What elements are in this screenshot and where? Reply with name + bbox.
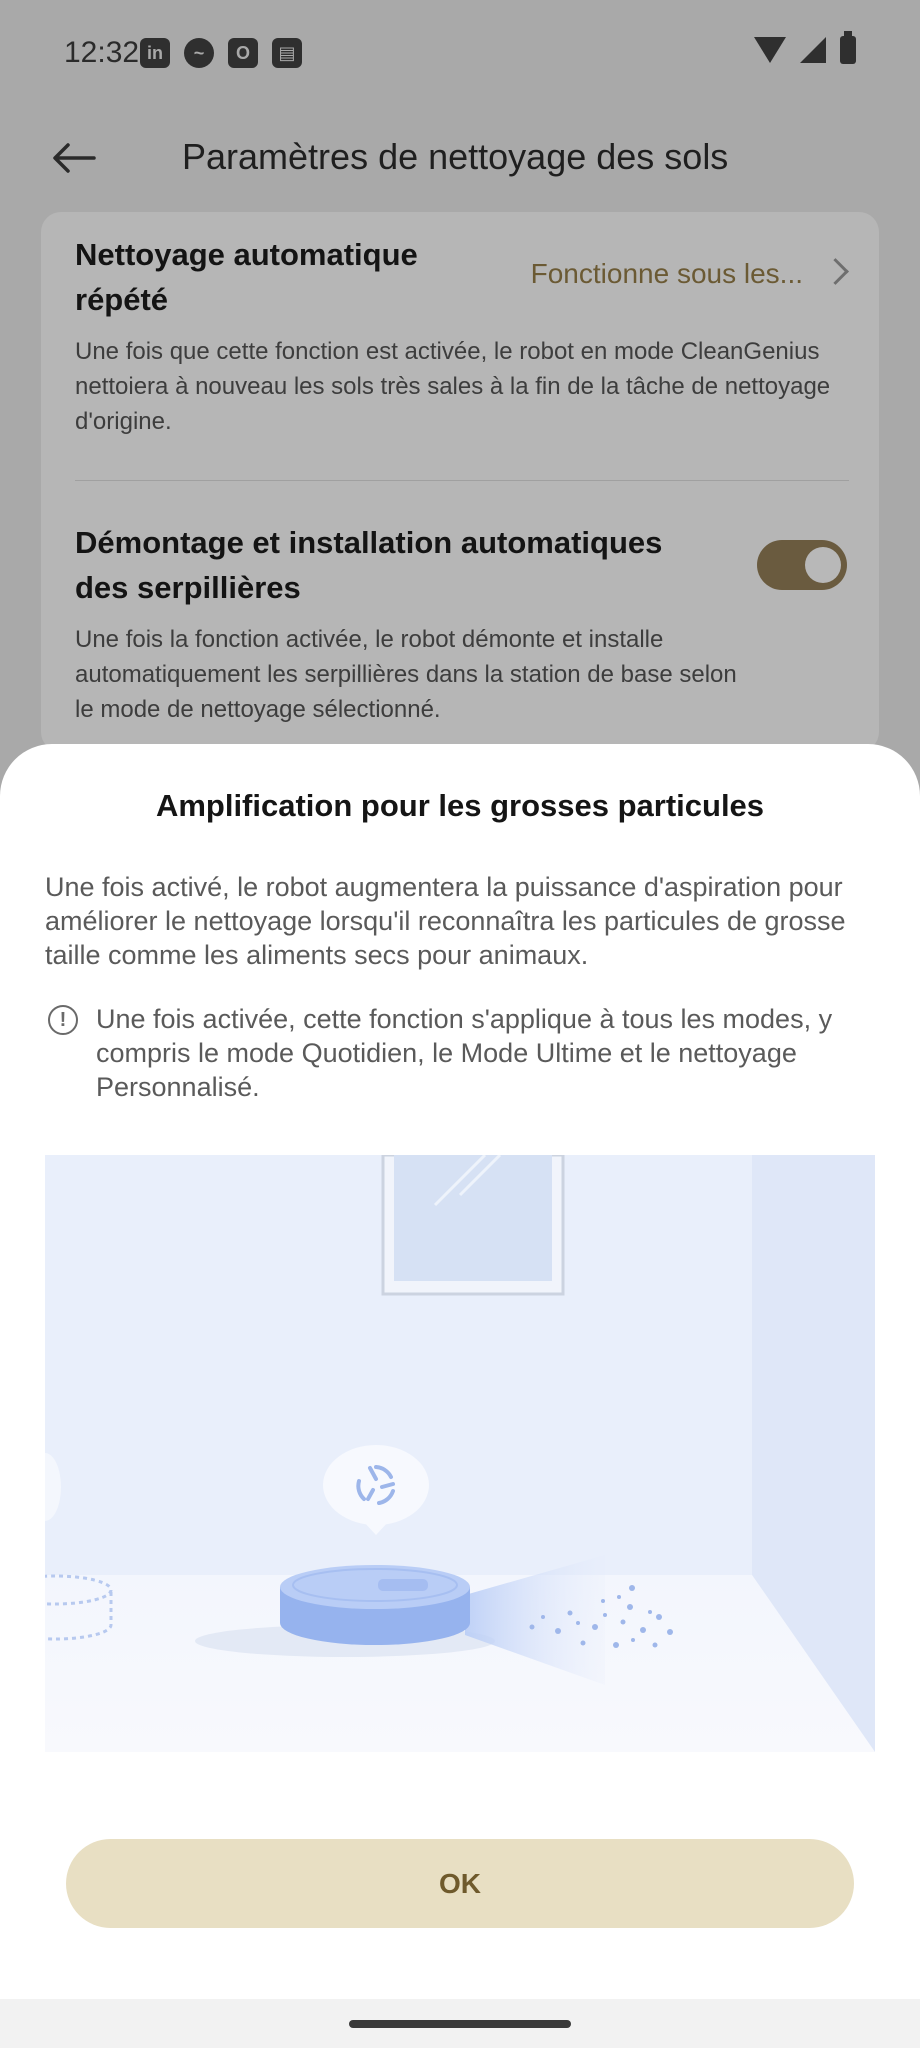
- mop-removal-toggle[interactable]: [757, 540, 847, 590]
- setting-title: Nettoyage automatique répété: [75, 237, 418, 317]
- divider: [75, 480, 849, 481]
- setting-title: Démontage et installation automatiques des serpillières: [75, 525, 663, 605]
- back-arrow-icon[interactable]: [52, 142, 96, 174]
- navigation-bar: [0, 1999, 920, 2048]
- ok-button[interactable]: OK: [66, 1839, 854, 1928]
- chevron-right-icon: [822, 258, 849, 285]
- linkedin-icon: in: [140, 38, 170, 68]
- home-indicator[interactable]: [349, 2020, 571, 2028]
- robot-vacuum-illustration: [45, 1155, 875, 1752]
- setting-description: Une fois la fonction activée, le robot démonte et installe automatiquement les serpillières dans la station de base selon le mode de nettoyage sélectionné.: [75, 626, 737, 723]
- status-bar: [0, 0, 920, 106]
- notification-icons: [140, 38, 302, 68]
- info-bottom-sheet: [0, 744, 920, 1999]
- page-title: Paramètres de nettoyage des sols: [182, 136, 729, 177]
- messenger-icon: ~: [184, 38, 214, 68]
- sheet-title: Amplification pour les grosses particules: [155, 788, 765, 823]
- system-icons: [754, 36, 856, 64]
- status-time: 12:32: [64, 36, 140, 69]
- settings-card: [41, 212, 879, 752]
- wifi-icon: [754, 37, 786, 63]
- info-exclamation-icon: !: [48, 1005, 78, 1035]
- sheet-note: Une fois activée, cette fonction s'applique à tous les modes, y compris le mode Quotidien, le Mode Ultime et le nettoyage Personnalisé.: [96, 1004, 833, 1102]
- setting-description: Une fois que cette fonction est activée, le robot en mode CleanGenius nettoiera à nouveau les sols très sales à la fin de la tâche de nettoyage d'origine.: [75, 338, 831, 435]
- signal-icon: [800, 37, 826, 63]
- sheet-description: Une fois activé, le robot augmentera la puissance d'aspiration pour améliorer le nettoyage lorsqu'il reconnaîtra les particules de grosse taille comme les aliments secs pour animaux.: [45, 872, 846, 970]
- outlook-icon: O: [228, 38, 258, 68]
- calendar-icon: ▤: [272, 38, 302, 68]
- battery-icon: [840, 36, 856, 64]
- setting-value: Fonctionne sous les...: [530, 258, 803, 289]
- app-header: [0, 106, 920, 210]
